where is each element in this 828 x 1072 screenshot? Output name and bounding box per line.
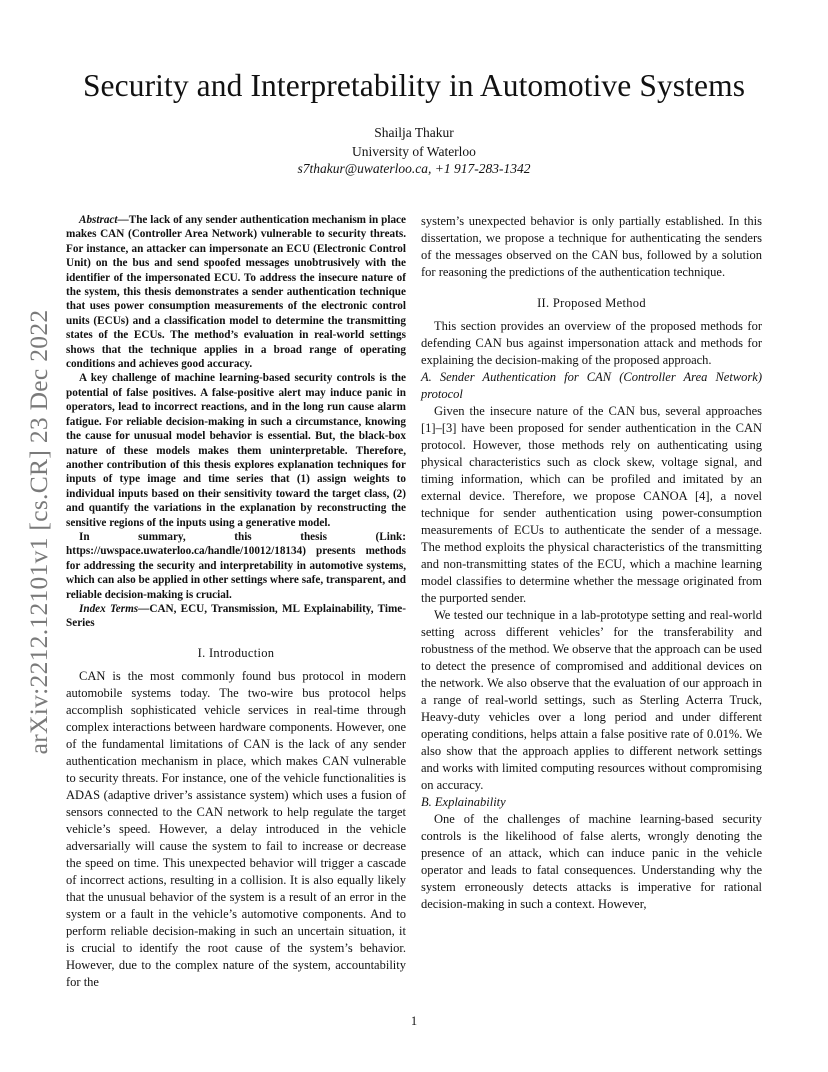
author-affiliation: University of Waterloo (352, 144, 476, 159)
abstract (66, 213, 406, 631)
author-contact: s7thakur@uwaterloo.ca, +1 917-283-1342 (297, 161, 531, 176)
page-number: 1 (410, 1014, 418, 1028)
subsection-heading-sender-authentication: A. Sender Authentication for CAN (Controller Area Network) protocol (421, 370, 762, 401)
body-paragraph: Given the insecure nature of the CAN bus, several approaches [1]–[3] have been proposed for sender authentication in the CAN protocol. However, those methods rely on authenticating using physical characteristics such as clock skew, voltage signal, and timing information, which can be profiled and imitated by an external device. Therefore, we propose CANOA [4], a novel technique for sender authentication using power-consumption measurements of ECUs to authenticate the sender of a message. The method exploits the physical characteristics of the transmitting and non-transmitting states of the ECU, which a machine learning model classifies to determine whether the message originated from the purported sender. (421, 404, 762, 605)
abstract-paragraph: Abstract—The lack of any sender authentication mechanism in place makes CAN (Controller Area Network) vulnerable to security threats. For instance, an attacker can impersonate an ECU (Electronic Control Unit) on the bus and send spoofed messages unobtrusively with the identifier of the impersonated ECU. To address the insecure nature of the system, this thesis demonstrates a sender authentication technique that uses power consumption measurements of the electronic control units (ECUs) and a classification model to determine the transmitting states of the ECUs. The method’s evaluation in real-world settings shows that the technique applies in a broad range of operating conditions and achieves good accuracy. (66, 214, 406, 371)
abstract-paragraph: In summary, this thesis (Link: https://uwspace.uwaterloo.ca/handle/10012/18134) presents methods for addressing the security and interpretability in automotive systems, which can also be applied in other settings where safe, transparent, and reliable decision-making is crucial. (66, 530, 406, 601)
left-column (66, 213, 406, 991)
body-paragraph: We tested our technique in a lab-prototype setting and real-world setting across different vehicles’ for the transferability and robustness of the method. We observe that the approach can be used to detect the presence of compromised and additional devices on the network. We also observe that the evaluation of our approach in a range of real-world settings, such as Sterling Acterra Truck, Heavy-duty vehicles over a long period and under different operating conditions, helps attain a false positive rate of 0.01%. We also show that the approach applies to different network settings and works with limited computing resources without compromising on accuracy. (421, 608, 762, 792)
index-terms: Index Terms—CAN, ECU, Transmission, ML Explainability, Time-Series (66, 602, 406, 630)
index-terms-label: Index Terms (79, 602, 139, 615)
author-name: Shailja Thakur (374, 125, 454, 140)
abstract-paragraph: A key challenge of machine learning-based security controls is the potential of false positives. A false-positive alert may induce panic in operators, lead to incorrect reactions, and in the long run cause alarm fatigue. For reliable decision-making in such a circumstance, knowing the cause for unusual model behavior is essential. But, the black-box nature of these models makes them uninterpretable. Therefore, another contribution of this thesis explores explanation techniques for inputs of type image and time series that (1) assign weights to individual inputs based on their sensitivity toward the target class, (2) and quantify the variations in the explanation by reconstructing the sensitive regions of the inputs using a generative model. (66, 372, 406, 529)
arxiv-identifier: arXiv:2212.12101v1 [cs.CR] 23 Dec 2022 (24, 309, 53, 755)
right-column (421, 213, 762, 913)
abstract-label: Abstract (79, 214, 118, 226)
section-heading-proposed-method: II. Proposed Method (537, 296, 646, 310)
body-paragraph: CAN is the most commonly found bus protocol in modern automobile systems today. The two-wire bus protocol helps accomplish sophisticated vehicle services in real-time through complex interactions between hardware components. However, one of the fundamental limitations of CAN is the lack of any sender authentication mechanism in place, which makes CAN vulnerable to security threats. For instance, one of the vehicle functionalities is ADAS (adaptive driver’s assistance system) which uses a fusion of sensors connected to the CAN network to help regulate the target vehicle’s speed. However, a delay introduced in the vehicle adversarially will cause the system to fail to increase or decrease the speed on time. This unexpected behavior will trigger a cascade of incorrect actions, resulting in a collision. It is also equally likely that the unusual behavior of the system is a result of an error in the system or a fault in the vehicle’s automotive components. And to perform reliable decision-making in such an uncertain situation, it is crucial to identify the root cause of the system’s behavior. However, due to the complex nature of the system, accountability for the (66, 668, 406, 989)
subsection-heading-explainability: B. Explainability (421, 795, 506, 809)
paper-title: Security and Interpretability in Automotive Systems (82, 68, 746, 103)
body-paragraph: One of the challenges of machine learning-based security controls is the likelihood of false alerts, wrongly denoting the presence of an attack, which can induce panic in the vehicle operator and leads to fatal consequences. Understanding why the system erroneously detects attacks is imperative for rational decision-making in such a context. However, (421, 812, 762, 911)
section-heading-introduction: I. Introduction (197, 645, 275, 660)
body-paragraph: system’s unexpected behavior is only partially established. In this dissertation, we propose a technique for authenticating the senders of the messages observed on the CAN bus, followed by a solution for reasoning the predictions of the authentication technique. (421, 214, 762, 279)
body-paragraph: This section provides an overview of the proposed methods for defending CAN bus against impersonation attack and methods for explaining the decision-making of the proposed approach. (421, 319, 762, 367)
